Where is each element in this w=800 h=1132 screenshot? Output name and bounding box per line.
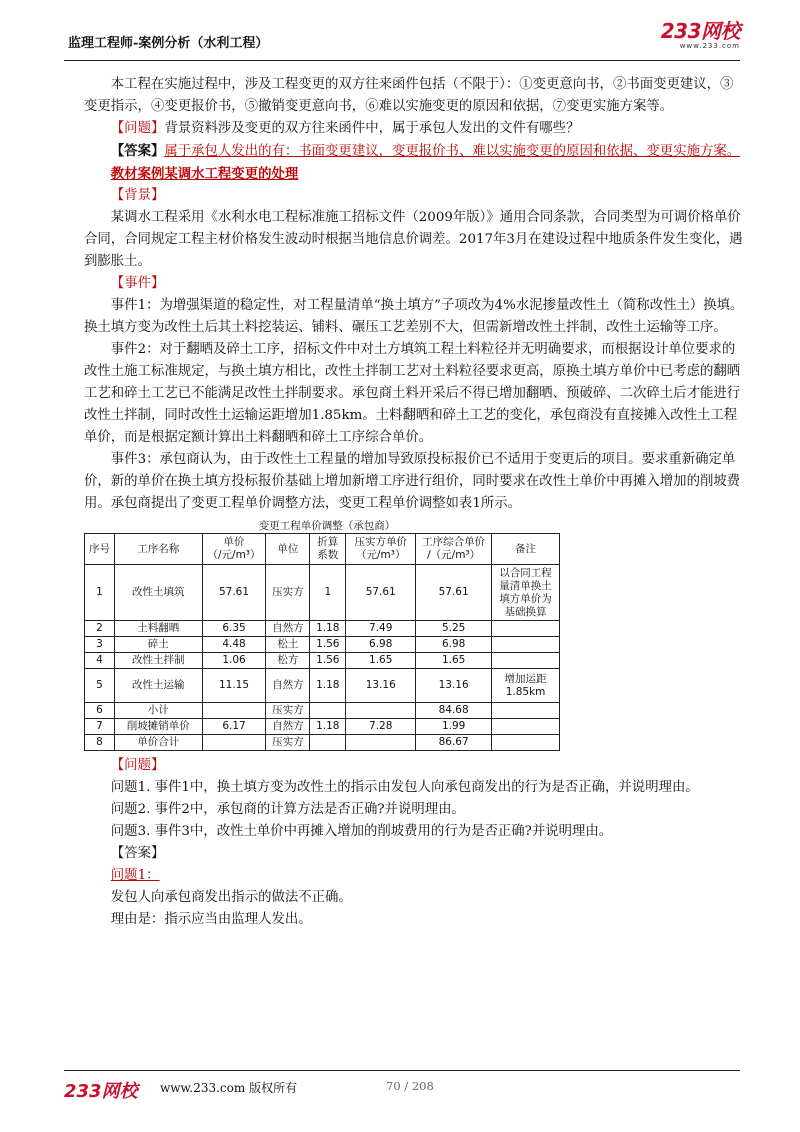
table-cell: 4.48 [202, 637, 266, 653]
table-cell: 1.99 [416, 719, 492, 735]
table-cell: 1.06 [202, 653, 266, 669]
event-1: 事件1：为增强渠道的稳定性，对工程量清单“换土填方”子项改为4%水泥掺量改性土（简称改性土）换填。换土填方变为改性土后其土料挖装运、铺料、碾压工艺差别不大，但需新增改性土拌制，改性土运输等工序。 [84, 298, 744, 335]
table-header-cell: 序号 [85, 534, 115, 565]
brand-logo [661, 20, 740, 50]
table-header-cell: 单价 （/元/m³） [202, 534, 266, 565]
table-cell: 1.56 [310, 653, 346, 669]
table-cell: 6.98 [416, 637, 492, 653]
table-cell: 5.25 [416, 621, 492, 637]
table-cell [202, 735, 266, 751]
case-title: 教材案例某调水工程变更的处理 [110, 166, 299, 182]
footer-logo: 233网校 [64, 1081, 138, 1102]
table-body [85, 565, 560, 751]
document-body [84, 74, 744, 931]
table-cell: 1.18 [310, 719, 346, 735]
table-cell: 压实方 [266, 703, 310, 719]
event-3: 事件3：承包商认为，由于改性土工程量的增加导致原投标报价已不适用于变更后的项目。要求重新确定单价，新的单价在换土填方投标报价基础上增加新增工序进行组价，同时要求在改性土单价中再摊入增加的削坡费用。承包商提出了变更工程单价调整方法，变更工程单价调整如表1所示。 [84, 452, 741, 511]
table-cell [346, 703, 416, 719]
table-header-cell: 单位 [266, 534, 310, 565]
table-cell: 57.61 [416, 565, 492, 621]
question-3: 问题3. 事件3中，改性土单价中再摊入增加的削坡费用的行为是否正确?并说明理由。 [110, 824, 613, 839]
table-cell: 57.61 [202, 565, 266, 621]
table-cell: 84.68 [416, 703, 492, 719]
page-number: 70 / 208 [386, 1079, 434, 1093]
table-cell: 8 [85, 735, 115, 751]
table-cell: 6.98 [346, 637, 416, 653]
question-2: 问题2. 事件2中，承包商的计算方法是否正确?并说明理由。 [110, 802, 465, 817]
table-cell: 1.18 [310, 621, 346, 637]
table-cell: 以合同工程量清单换土填方单价为基础换算 [492, 565, 560, 621]
table-cell: 土料翻晒 [114, 621, 202, 637]
table-cell: 6 [85, 703, 115, 719]
table-cell: 松方 [266, 653, 310, 669]
question-1: 问题1. 事件1中，换土填方变为改性土的指示由发包人向承包商发出的行为是否正确，并说明理由。 [110, 780, 699, 795]
table-cell: 4 [85, 653, 115, 669]
event-tag: 【事件】 [110, 276, 165, 291]
table-cell: 3 [85, 637, 115, 653]
table-row [85, 653, 560, 669]
event-2: 事件2：对于翻晒及碎土工序，招标文件中对土方填筑工程土料粒径并无明确要求，而根据设计单位要求的改性土施工标准规定，与换土填方相比，改性土拌制工艺对土料粒径要求更高，原换土填方单价中已考虑的翻晒工艺和碎土工艺已不能满足改性土拌制要求。承包商土料开采后不得已增加翻晒、预破碎、二次碎土后才能进行改性土拌制，同时改性土运输运距增加1.85km。土料翻晒和碎土工艺的变化，承包商没有直接摊入改性土工程单价，而是根据定额计算出土料翻晒和碎土工序综合单价。 [84, 342, 741, 445]
table-header-cell: 备注 [492, 534, 560, 565]
table-header-cell: 工序名称 [114, 534, 202, 565]
table-cell: 小计 [114, 703, 202, 719]
table-cell [310, 735, 346, 751]
table-cell [310, 703, 346, 719]
table-row [85, 621, 560, 637]
table-row [85, 565, 560, 621]
table-cell: 1.18 [310, 669, 346, 703]
table-cell: 压实方 [266, 565, 310, 621]
table-caption: 变更工程单价调整（承包商） [258, 520, 396, 532]
background-tag: 【背景】 [110, 188, 165, 203]
table-cell [202, 703, 266, 719]
table-cell: 13.16 [416, 669, 492, 703]
answer-1-text: 发包人向承包商发出指示的做法不正确。 [110, 890, 352, 905]
table-cell: 1.65 [416, 653, 492, 669]
question-tag: 【问题】 [110, 121, 165, 136]
logo-text: 233网校 [660, 19, 740, 43]
table-cell: 13.16 [346, 669, 416, 703]
table-header-cell: 折算 系数 [310, 534, 346, 565]
footer-copyright: www.233.com 版权所有 [160, 1081, 298, 1095]
table-cell: 6.17 [202, 719, 266, 735]
table-header-cell: 压实方单价 （元/m³） [346, 534, 416, 565]
table-row [85, 735, 560, 751]
table-cell: 改性土运输 [114, 669, 202, 703]
page-footer [64, 1070, 740, 1101]
table-cell [492, 703, 560, 719]
page-header [64, 19, 740, 61]
table-row [85, 637, 560, 653]
table-cell: 压实方 [266, 735, 310, 751]
header-title: 监理工程师-案例分析（水利工程） [68, 36, 269, 51]
table-cell: 1.65 [346, 653, 416, 669]
table-cell [492, 621, 560, 637]
table-cell: 7.49 [346, 621, 416, 637]
table-cell: 自然方 [266, 621, 310, 637]
table-cell: 削坡摊销单价 [114, 719, 202, 735]
table-cell: 7.28 [346, 719, 416, 735]
table-row [85, 719, 560, 735]
table-cell: 86.67 [416, 735, 492, 751]
table-header-cell: 工序综合单价 /（元/m³） [416, 534, 492, 565]
table-row [85, 703, 560, 719]
table-cell: 单价合计 [114, 735, 202, 751]
table-cell: 1 [85, 565, 115, 621]
answer-1-label: 问题1： [110, 868, 160, 883]
question-text: 背景资料涉及变更的双方往来函件中，属于承包人发出的文件有哪些？ [164, 121, 580, 136]
logo-url: www.233.com [679, 42, 740, 50]
table-cell: 自然方 [266, 719, 310, 735]
table-cell: 1 [310, 565, 346, 621]
table-cell: 改性土拌制 [114, 653, 202, 669]
table-cell [492, 735, 560, 751]
table-cell: 7 [85, 719, 115, 735]
answer-1-reason: 理由是：指示应当由监理人发出。 [110, 912, 312, 927]
table-cell: 增加运距1.85km [492, 669, 560, 703]
table-cell: 2 [85, 621, 115, 637]
table-cell: 5 [85, 669, 115, 703]
price-table-block [84, 519, 560, 751]
table-cell: 1.56 [310, 637, 346, 653]
table-cell [346, 735, 416, 751]
table-cell: 57.61 [346, 565, 416, 621]
question-0 [84, 118, 744, 140]
answers-tag: 【答案】 [110, 846, 165, 861]
table-cell: 11.15 [202, 669, 266, 703]
background-text: 某调水工程采用《水利水电工程标准施工招标文件（2009年版）》通用合同条款，合同类型为可调价格单价合同，合同规定工程主材价格发生波动时根据当地信息价调差。2017年3月在建设过程中地质条件发生变化，遇到膨胀土。 [84, 210, 743, 269]
table-cell: 改性土填筑 [114, 565, 202, 621]
price-adjustment-table [84, 533, 560, 751]
table-row [85, 669, 560, 703]
intro-paragraph: 本工程在实施过程中，涉及工程变更的双方往来函件包括（不限于）：①变更意向书，②书面变更建议，③变更指示，④变更报价书，⑤撤销变更意向书，⑥难以实施变更的原因和依据，⑦变更实施方案等。 [84, 77, 734, 114]
table-cell [492, 719, 560, 735]
table-cell: 碎土 [114, 637, 202, 653]
questions-tag: 【问题】 [110, 758, 165, 773]
answer-text: 属于承包人发出的有：书面变更建议，变更报价书、难以实施变更的原因和依据、变更实施方案。 [164, 144, 741, 159]
answer-0 [84, 140, 744, 163]
table-cell: 自然方 [266, 669, 310, 703]
answer-tag: 【答案】 [110, 143, 165, 159]
table-cell [492, 637, 560, 653]
table-cell: 6.35 [202, 621, 266, 637]
table-cell: 松土 [266, 637, 310, 653]
table-cell [492, 653, 560, 669]
table-header-row [85, 534, 560, 565]
